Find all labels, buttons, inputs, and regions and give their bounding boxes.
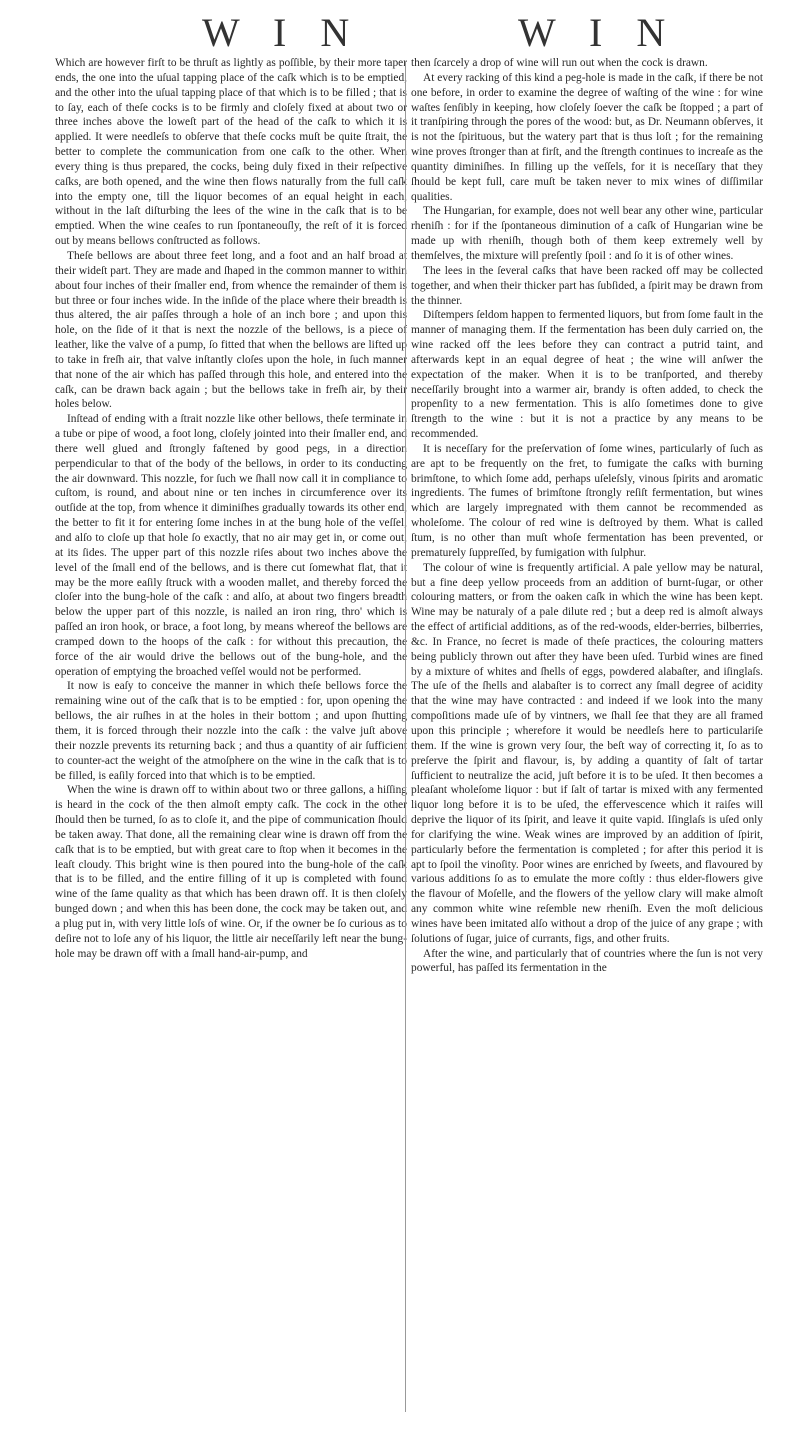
text-column-left [55, 56, 407, 1430]
running-head-right: W I N [518, 10, 678, 55]
paragraph: When the wine is drawn off to within about two or three gallons, a hiſſing is heard in the cock of the then almoſt empty caſk. The cock in the other ſhould then be turned, ſo as to cloſe it, and the pipe of communication ſhould be taken away. That done, all the remaining clear wine is drawn off from the caſk that is to be emptied, but with great care to ſtop when it becomes in the leaſt cloudy. This bright wine is then poured into the bung-hole of the caſk that is to be filled, and the entire filling of it up is completed with found wine of the ſame quality as that which has been drawn off. It is then cloſely bunged down ; and when this has been done, the cock may be taken out, and a plug put in, with very little loſs of wine. Or, if the owner be ſo curious as to deſire not to loſe any of his liquor, the little air neceſſarily left near the bung-hole may be drawn off with a ſmall hand-air-pump, and [55, 784, 407, 960]
column-divider [405, 62, 406, 1412]
paragraph: Theſe bellows are about three feet long, and a foot and an half broad at their wideſt part. They are made and ſhaped in the common manner to within about four inches of their ſmaller end, from whence the remainder of them is but three or four inches wide. In the inſide of the place where their breadth is thus altered, the air paſſes through a hole of an inch bore ; and upon this hole, on the ſide of it that is next the nozzle of the bellows, is a piece of leather, like the valve of a pump, ſo fitted that when the bellows are lifted up to take in freſh air, that valve inſtantly cloſes upon the hole, in ſuch manner that none of the air which has paſſed through this hole, and entered into the caſk, can be drawn back again ; but the bellows take in freſh air, by their holes below. [55, 249, 407, 411]
paragraph: The lees in the ſeveral caſks that have been racked off may be collected together, and when their thicker part has ſubſided, a ſpirit may be drawn from the thinner. [411, 264, 763, 307]
paragraph: It now is eaſy to conceive the manner in which theſe bellows force the remaining wine out of the caſk that is to be emptied : for, upon opening the bellows, the air ruſhes in at the holes in their bottom ; and upon ſhutting them, it is forced through their nozzle into the caſk : the valve juſt above their nozzle prevents its returning back ; and thus a quantity of air ſufficient to counter-act the weight of the atmoſphere on the wine in the caſk that is to be filled, is eaſily forced into that which is to be emptied. [55, 680, 407, 782]
paragraph: The colour of wine is frequently artificial. A pale yellow may be natural, but a fine deep yellow proceeds from an addition of burnt-ſugar, or other colouring matters, or from the oaken caſk in which the wine has been kept. Wine may be naturaly of a pale dilute red ; but a deep red is almoſt always the effect of artificial additions, as of the red-woods, elder-berries, bilberries, &c. In France, no ſecret is made of theſe practices, the colouring matters being publicly thrown out after they have been uſed. Turbid wines are fined by a mixture of whites and ſhells of eggs, powdered alabaſter, and iſinglaſs. The uſe of the ſhells and alabaſter is to correct any ſmall degree of acidity that the wine may have contracted : and indeed if we look into the many compoſitions made uſe of by vintners, we ſhall ſee that they are all framed upon this principle ; wherefore it would be needleſs here to particulariſe them. If the wine is grown very ſour, the beſt way of correcting it, ſo as to preſerve the ſpirit and flavour, is, by adding a quantity of ſalt of tartar ſufficient to neutralize the acid, juſt before it is to be uſed. It then becomes a pleaſant wholeſome liquor : but if ſalt of tartar is mixed with any fermented liquor long before it is to be uſed, the effervescence which it raiſes will deprive the liquor of its ſpirit, and leave it quite vapid. Iſinglaſs is uſed only for clarifying the wine. Weak wines are improved by an addition of ſpirit, particularly before the fermentation is completed ; for after this period it is apt to ſpoil the vinoſity. Poor wines are enriched by ſweets, and flavoured by various additions ſo as to emulate the more coſtly : thus elder-flowers give the flavour of Moſelle, and the flowers of the yellow clary will make almoſt any common white wine reſemble new rheniſh. Even the moſt delicious wines have been imitated alſo without a drop of the juice of any grape ; with ſolutions of ſugar, juice of currants, figs, and other fruits. [411, 561, 763, 945]
paragraph: Diſtempers ſeldom happen to fermented liquors, but from ſome fault in the manner of managing them. If the fermentation has been duly carried on, the wine racked off the lees before they can contract a putrid taint, and afterwards kept in an equal degree of heat ; the wine will anſwer the expectation of the maker. When it is to be tranſported, and thereby neceſſarily brought into a warmer air, brandy is often added, to check the propenſity to a new fermentation. This is alſo ſometimes done to give ſtrength to the wine : but it is not a practice by any means to be recommended. [411, 309, 763, 441]
paragraph: At every racking of this kind a peg-hole is made in the caſk, if there be not one before, in order to examine the degree of waſting of the wine : for wine waſtes ſenſibly in keeping, how cloſely ſoever the caſk be ſtopped ; a part of it tranſpiring through the pores of the wood: but, as Dr. Neumann obſerves, it is not the ſpirituous, but the watery part that is thus loſt ; for the remaining wine proves ſtronger than at firſt, and the ſtrength continues to increaſe as the quantity diminiſhes. In filling up the veſſels, for it is neceſſary that they ſhould be kept full, care muſt be taken never to mix wines of diſſimilar qualities. [411, 71, 763, 203]
paragraph: Which are however firſt to be thruſt as lightly as poſſible, by their more taper ends, the one into the uſual tapping place of the caſk which is to be emptied, and the other into the uſual tapping place of that which is to be filled ; that is to ſay, each of theſe cocks is to be firmly and cloſely fixed at about two or three inches above the loweſt part of the head of the caſk to which it is applied. It were needleſs to obſerve that theſe cocks muſt be quite ſtrait, the better to complete the communication from one caſk to the other. When every thing is thus prepared, the cocks, being duly fixed in their reſpective caſks, are both opened, and the wine then flows naturally from the full caſk into the empty one, till the liquor becomes of an equal height in each, without in the laſt diſturbing the lees of the wine in the caſk that is to be emptied. When the wine ceaſes to run ſpontaneouſly, the reſt of it is forced out by means bellows conſtructed as follows. [55, 57, 407, 248]
paragraph: Inſtead of ending with a ſtrait nozzle like other bellows, theſe terminate in a tube or pipe of wood, a foot long, cloſely jointed into their ſmaller end, and there well glued and ſtrongly faſtened by good pegs, in a direction perpendicular to that of the body of the bellows, in order to its conducting the air downward. This nozzle, for ſuch we ſhall now call it in compliance to cuſtom, is round, and about nine or ten inches in circumference over its outſide at the top, from whence it diminiſhes gradually towards its other end, the better to fit it for entering ſome inches in at the bung hole of the veſſel, and alſo to cloſe up that hole ſo exactly, that no air may get in, or come out, at its ſides. The upper part of this nozzle riſes about two inches above the level of the ſmall end of the bellows, and is there cut ſomewhat flat, that it may be the more eaſily ſtruck with a wooden mallet, and thereby forced the cloſer into the bung-hole of the caſk : and alſo, at about two fingers breadth below the upper part of this nozzle, is nailed an iron ring, thro' which is paſſed an iron hook, or brace, a foot long, by means whereof the bellows are cramped down to the hoops of the caſk : for without this precaution, the force of the air would drive the bellows out of the bung-hole, and the operation of emptying the broached veſſel would not be performed. [55, 413, 407, 678]
paragraph: The Hungarian, for example, does not well bear any other wine, particular rheniſh : for if the ſpontaneous diminution of a caſk of Hungarian wine be made up with rheniſh, though both of them keep extremely well by themſelves, the mixture will preſently ſpoil : and ſo it is of other wines. [411, 205, 763, 262]
text-column-right [411, 56, 763, 1430]
paragraph: After the wine, and particularly that of countries where the ſun is not very powerful, has paſſed its fermentation in the [411, 947, 763, 975]
running-head-left: W I N [202, 10, 362, 55]
paragraph: It is neceſſary for the preſervation of ſome wines, particularly of ſuch as are apt to be frequently on the fret, to fumigate the caſks with burning brimſtone, to which ſome add, perhaps uſeleſsly, vinous ſpirits and aromatic ingredients. The fumes of brimſtone ſtrongly reſiſt fermentation, but wines which are largely impregnated with them cannot be recommended as wholeſome. The colour of red wine is deſtroyed by them. What is called ſtum, is no other than muſt whoſe fermentation has been prevented, or prematurely ſuppreſſed, by fumigation with ſulphur. [411, 442, 763, 559]
paragraph: then ſcarcely a drop of wine will run out when the cock is drawn. [411, 57, 708, 69]
